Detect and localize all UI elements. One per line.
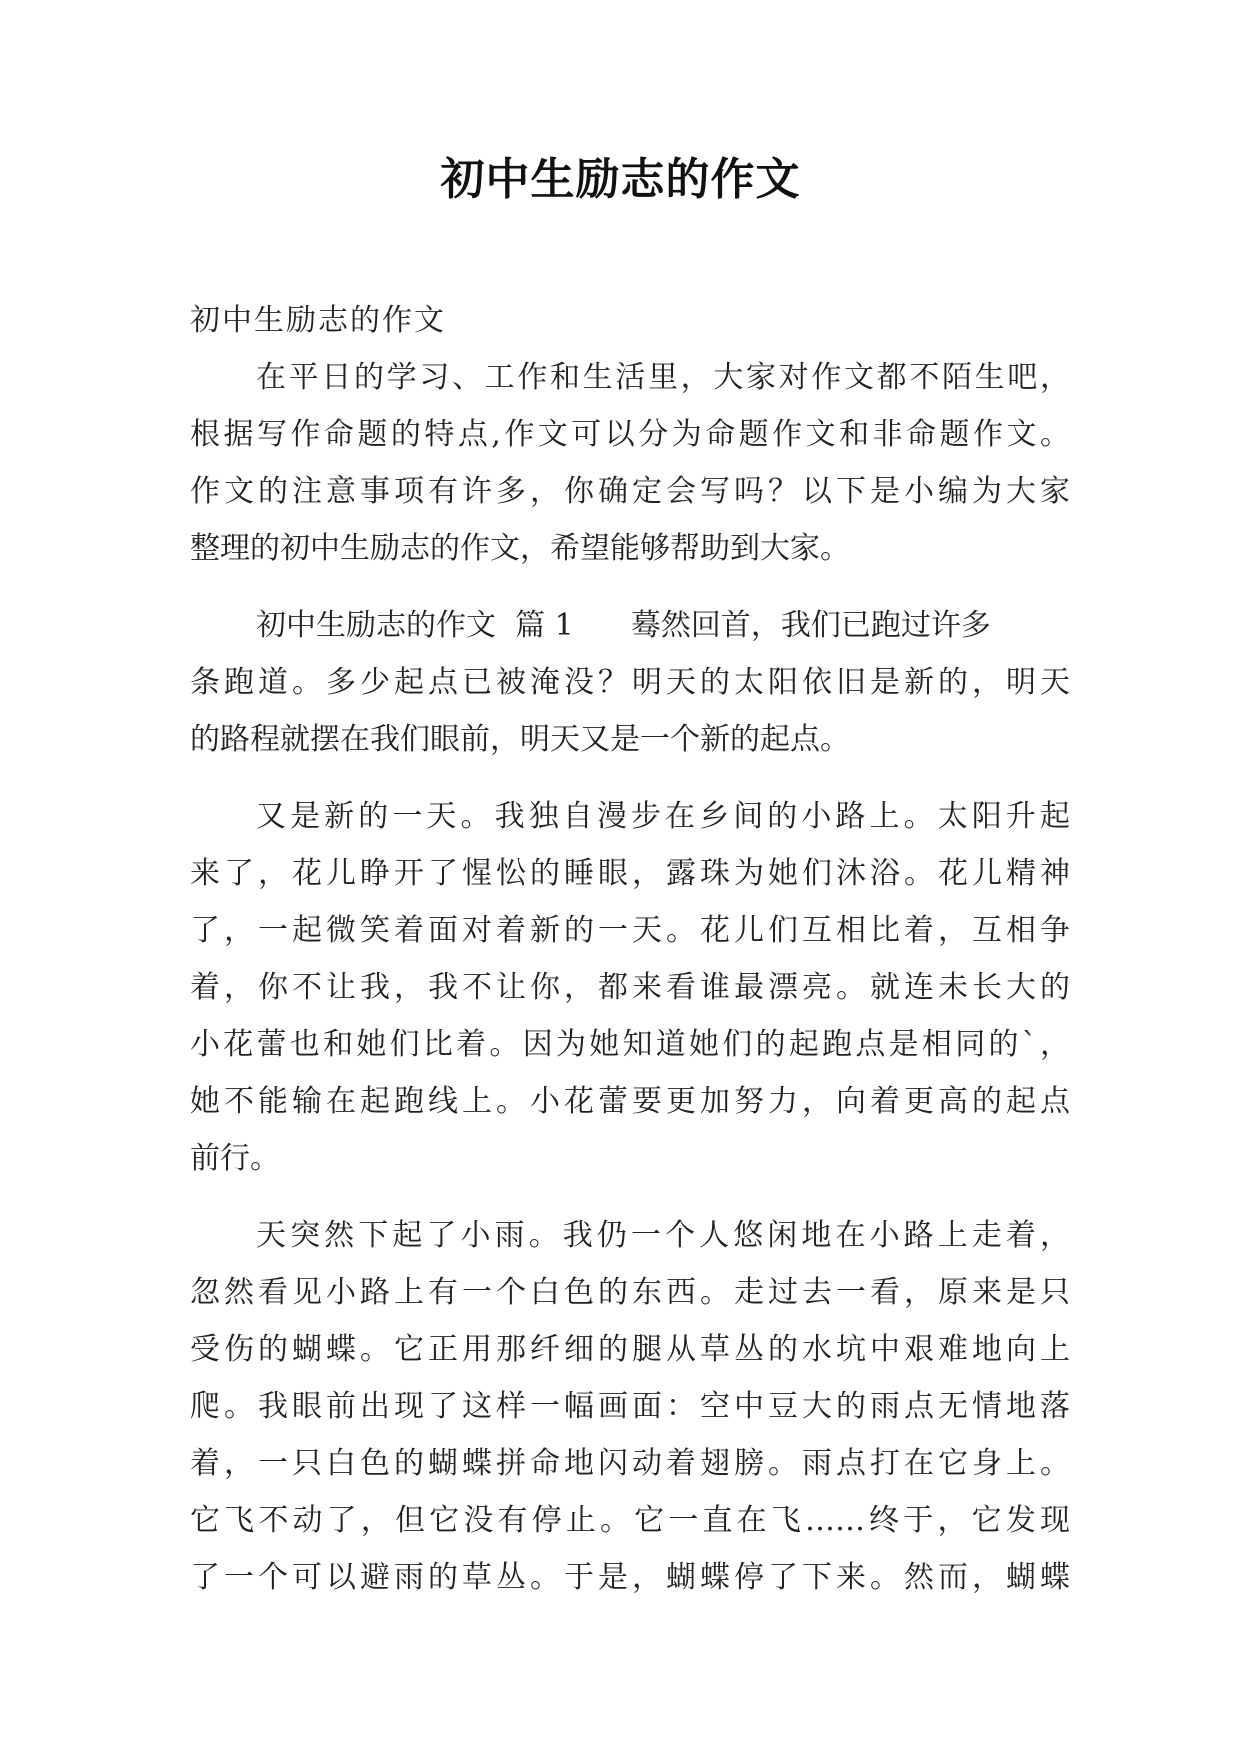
paragraph-line: 天突然下起了小雨。我仍一个人悠闲地在小路上走着， [256,1218,1070,1253]
paragraph-line: 作文的注意事项有许多，你确定会写吗？以下是小编为大家 [190,474,1070,509]
paragraph-line: 条跑道。多少起点已被淹没？明天的太阳依旧是新的，明天 [190,665,1070,700]
paragraph-line: 小花蕾也和她们比着。因为她知道她们的起跑点是相同的`， [190,1027,1070,1062]
document-subtitle: 初中生励志的作文 [190,303,446,338]
paragraph-line: 爬。我眼前出现了这样一幅画面：空中豆大的雨点无情地落 [190,1389,1070,1424]
paragraph-line: 她不能输在起跑线上。小花蕾要更加努力，向着更高的起点 [190,1084,1070,1119]
paragraph-line: 了，一起微笑着面对着新的一天。花儿们互相比着，互相争 [190,913,1070,948]
paragraph-line: 它飞不动了，但它没有停止。它一直在飞……终于，它发现 [190,1503,1070,1538]
paragraph-line: 在平日的学习、工作和生活里，大家对作文都不陌生吧， [256,360,1070,395]
paragraph-2 [190,597,1070,768]
paragraph-line: 了一个可以避雨的草丛。于是，蝴蝶停了下来。然而，蝴蝶 [190,1560,1070,1595]
paragraph-line: 受伤的蝴蝶。它正用那纤细的腿从草丛的水坑中艰难地向上 [190,1332,1070,1367]
paragraph-line: 前行。 [190,1141,280,1176]
paragraph-line: 着，一只白色的蝴蝶拼命地闪动着翅膀。雨点打在它身上。 [190,1446,1070,1481]
paragraph-line: 又是新的一天。我独自漫步在乡间的小路上。太阳升起 [256,799,1070,834]
paragraph-line: 根据写作命题的特点,作文可以分为命题作文和非命题作文。 [190,417,1070,452]
paragraph-line: 来了，花儿睁开了惺忪的睡眼，露珠为她们沐浴。花儿精神 [190,856,1070,891]
paragraph-1 [190,349,1070,577]
paragraph-line: 初中生励志的作文 篇 1 蓦然回首，我们已跑过许多 [256,608,991,643]
document-body [190,292,1070,1606]
paragraph-line: 着，你不让我，我不让你，都来看谁最漂亮。就连未长大的 [190,970,1070,1005]
paragraph-line: 的路程就摆在我们眼前，明天又是一个新的起点。 [190,722,850,757]
paragraph-4 [190,1207,1070,1606]
paragraph-line: 整理的初中生励志的作文，希望能够帮助到大家。 [190,531,850,566]
paragraph-line: 忽然看见小路上有一个白色的东西。走过去一看，原来是只 [190,1275,1070,1310]
paragraph-3 [190,788,1070,1187]
document-title: 初中生励志的作文 [440,154,801,205]
